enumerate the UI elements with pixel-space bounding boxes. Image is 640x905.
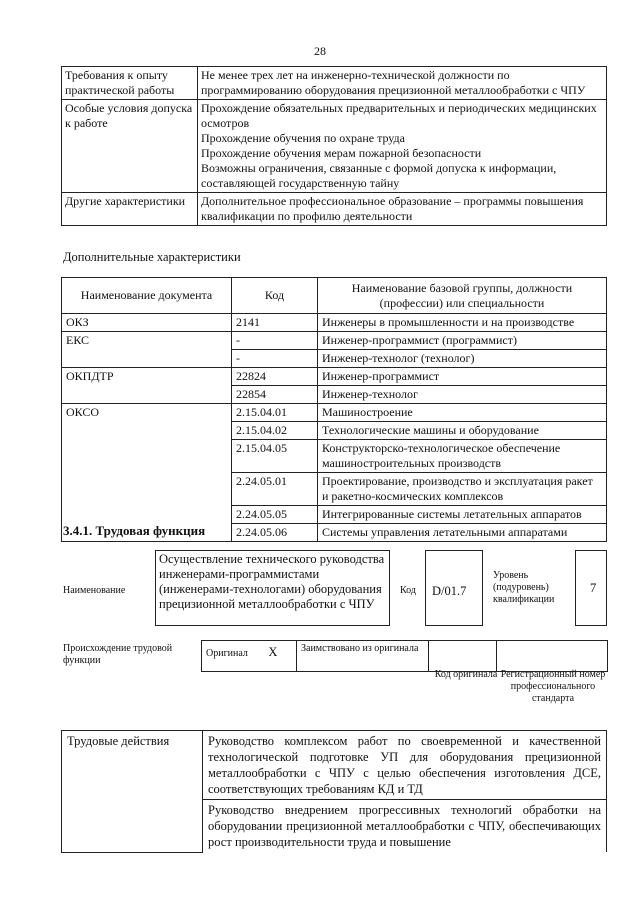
cell-name: Интегрированные системы летательных аппаратов [318, 506, 607, 524]
table-row [202, 641, 608, 672]
function-level-label: Уровень (подуровень) квалификации [493, 570, 555, 605]
cell-name: Технологические машины и оборудование [318, 422, 607, 440]
cell-code: 2.15.04.05 [232, 440, 318, 473]
table-row [62, 404, 607, 422]
cell-code: - [232, 350, 318, 368]
requirement-value [198, 67, 607, 100]
cell-name: Системы управления летательными аппаратами [318, 524, 607, 542]
cell-name: Конструкторско-технологическое обеспечение машиностроительных производств [318, 440, 607, 473]
origin-borrowed-label: Заимствовано из оригинала [297, 641, 429, 672]
requirement-value [198, 193, 607, 226]
cell-name: Машиностроение [318, 404, 607, 422]
cell-name: Инженер-программист [318, 368, 607, 386]
function-name-label: Наименование [63, 585, 126, 596]
cell-doc: ОКПДТР [62, 368, 232, 404]
action-item: Руководство внедрением прогрессивных технологий обработки на оборудовании прецизионной металлообработки с ЧПУ, обеспечивающих рост производительности труда и повышение [203, 800, 607, 853]
extra-title: Дополнительные характеристики [63, 250, 241, 264]
cell-code: - [232, 332, 318, 350]
table-row [62, 100, 607, 193]
cell-code: 22854 [232, 386, 318, 404]
cell-code: 2141 [232, 314, 318, 332]
cell-doc: ЕКС [62, 332, 232, 368]
table-row [62, 193, 607, 226]
origin-code-caption: Код оригинала [434, 669, 498, 680]
cell-code: 2.24.05.05 [232, 506, 318, 524]
table-row [62, 67, 607, 100]
cell-code: 2.24.05.01 [232, 473, 318, 506]
table-row [62, 731, 607, 800]
header-code: Код [232, 278, 318, 314]
origin-label: Происхождение трудовой функции [63, 643, 173, 666]
cell-doc: ОКЗ [62, 314, 232, 332]
origin-original-label: Оригинал [206, 648, 248, 659]
cell-name: Инженер-технолог [318, 386, 607, 404]
requirement-value [198, 100, 607, 193]
table-row [62, 368, 607, 386]
requirement-line: Прохождение обучения мерам пожарной безопасности [201, 146, 482, 160]
origin-reg-cell [497, 641, 608, 672]
actions-label: Трудовые действия [62, 731, 203, 853]
header-name: Наименование базовой группы, должности (профессии) или специальности [318, 278, 607, 314]
page-number: 28 [314, 44, 326, 58]
cell-code: 2.24.05.06 [232, 524, 318, 542]
table-row [62, 314, 607, 332]
actions-table [61, 730, 607, 853]
origin-original-cell [202, 641, 297, 672]
function-name-value: Осуществление технического руководства инженерами-программистами (инженерами-технологами) оборудования прецизионной металлообработки с ЧПУ [155, 550, 390, 626]
cell-code: 2.15.04.01 [232, 404, 318, 422]
origin-reg-caption: Регистрационный номер профессионального стандарта [500, 669, 606, 704]
requirement-line: Не менее трех лет на инженерно-технической должности по программированию оборудования прецизионной металлообработки с ЧПУ [201, 68, 586, 97]
header-doc: Наименование документа [62, 278, 232, 314]
table-header-row [62, 278, 607, 314]
origin-table [201, 640, 608, 672]
requirements-table [61, 66, 607, 226]
origin-original-mark: X [268, 645, 278, 659]
requirement-line: Прохождение обязательных предварительных и периодических медицинских осмотров [201, 101, 597, 130]
cell-code: 2.15.04.02 [232, 422, 318, 440]
cell-name: Инженеры в промышленности и на производстве [318, 314, 607, 332]
function-code-label: Код [400, 585, 416, 596]
origin-code-cell [429, 641, 497, 672]
cell-name: Инженер-технолог (технолог) [318, 350, 607, 368]
requirement-line: Дополнительное профессиональное образование – программы повышения квалификации по профилю деятельности [201, 194, 584, 223]
cell-name: Инженер-программист (программист) [318, 332, 607, 350]
function-code-value: D/01.7 [425, 550, 483, 626]
extra-table [61, 277, 607, 542]
requirement-label: Особые условия допуска к работе [62, 100, 198, 193]
function-level-value: 7 [575, 550, 607, 626]
table-row [62, 332, 607, 350]
requirement-label: Требования к опыту практической работы [62, 67, 198, 100]
requirement-label: Другие характеристики [62, 193, 198, 226]
requirement-line: Прохождение обучения по охране труда [201, 131, 405, 145]
cell-doc: ОКСО [62, 404, 232, 542]
section-title: 3.4.1. Трудовая функция [63, 523, 206, 538]
cell-name: Проектирование, производство и эксплуатация ракет и ракетно-космических комплексов [318, 473, 607, 506]
action-item: Руководство комплексом работ по своевременной и качественной технологической подготовке УП для оборудования прецизионной металлообработки с ЧПУ с целью обеспечения изготовления ДСЕ, соответствующих требованиям КД и ТД [203, 731, 607, 800]
cell-code: 22824 [232, 368, 318, 386]
requirement-line: Возможны ограничения, связанные с формой допуска к информации, составляющей государственную тайну [201, 161, 557, 190]
